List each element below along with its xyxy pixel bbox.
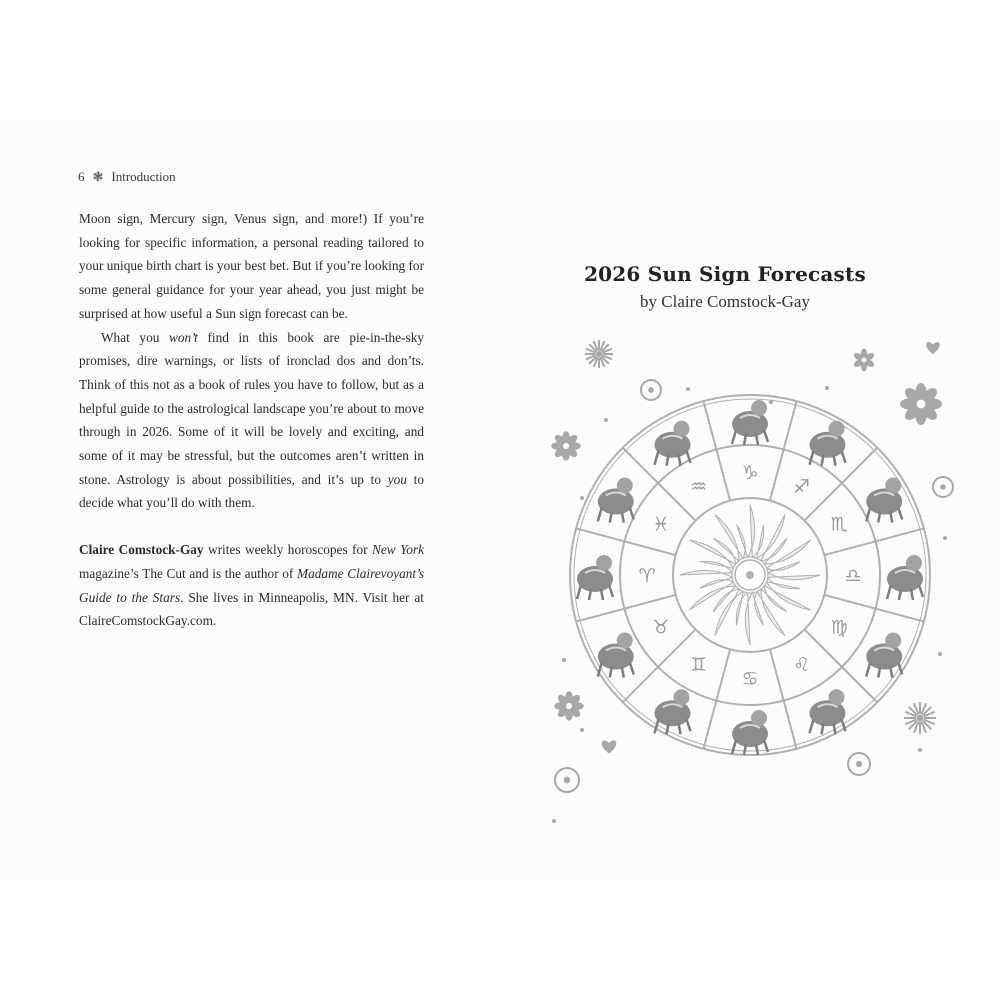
sun-ray xyxy=(745,593,752,645)
figure-head xyxy=(674,689,690,705)
zodiac-figure xyxy=(866,478,902,523)
zodiac-glyph: ♎ xyxy=(844,565,862,587)
circle-dot-icon xyxy=(933,477,953,497)
wheel-divider xyxy=(703,649,730,748)
figure-head xyxy=(674,421,690,437)
heart-icon xyxy=(602,740,617,753)
zodiac-figure xyxy=(655,689,691,734)
page-number: 6 xyxy=(78,169,85,184)
dot xyxy=(938,652,942,656)
wheel-divider xyxy=(623,448,696,521)
burst-center xyxy=(596,351,602,357)
zodiac-glyph: ♈ xyxy=(638,565,656,587)
figure-head xyxy=(596,555,612,571)
figure-head xyxy=(829,421,845,437)
dot xyxy=(580,496,584,500)
wheel-divider xyxy=(703,401,730,500)
zodiac-wheel-illustration xyxy=(540,305,960,825)
flower-center xyxy=(862,358,867,363)
starburst-icon xyxy=(904,702,936,734)
wheel-divider xyxy=(804,448,877,521)
zodiac-figure xyxy=(866,633,902,678)
zodiac-glyph: ♌ xyxy=(792,654,811,677)
flower-icon: ❃ xyxy=(92,169,104,184)
heart-icon xyxy=(926,342,939,354)
figure-head xyxy=(829,689,845,705)
flower-icon xyxy=(551,431,580,460)
sun-ray xyxy=(748,505,755,557)
zodiac-glyph: ♒ xyxy=(689,475,708,498)
zodiac-glyph: ♍ xyxy=(830,616,848,639)
zodiac-figure xyxy=(810,421,846,466)
sun-ray xyxy=(768,573,820,580)
dot xyxy=(604,418,608,422)
figure-head xyxy=(906,555,922,571)
author-bio: Claire Comstock-Gay writes weekly horoscopes for New York magazine’s The Cut and is the author of Madame Clairevoyant’s Guide to the Stars. She lives in Minneapolis, MN. Visit her at ClaireComstockGay.com. xyxy=(79,542,425,629)
figure-head xyxy=(885,478,901,494)
flower-center xyxy=(917,400,926,409)
paragraph-2: What you won’t find in this book are pie-in-the-sky promises, dire warnings, or lists of ironclad dos and don’ts. Think of this not as a book of rules you have to follow, but as a helpful guide to the astrological landscape you’re about to move through in 2026. Some of it will be lovely and exciting, and some of it may be stressful, but the outcomes aren’t written in stone. Astrology is about possibilities, and it’s up to you to decide what you’ll do with them. xyxy=(79,329,424,511)
ring-dot xyxy=(940,484,946,490)
section-title: Introduction xyxy=(111,169,176,184)
dot xyxy=(943,536,947,540)
zodiac-figure xyxy=(732,710,768,755)
ring-dot xyxy=(648,387,654,393)
burst-center xyxy=(916,714,923,721)
zodiac-glyph: ♉ xyxy=(652,616,670,639)
paragraph-1: Moon sign, Mercury sign, Venus sign, and more!) If you’re looking for specific information, a personal reading tailored to your unique birth chart is your best bet. But if you’re looking for some general guidance for your year ahead, you just might be surprised at how useful a Sun sign forecast can be. xyxy=(79,211,424,321)
left-page-text xyxy=(79,207,424,633)
zodiac-figure xyxy=(655,421,691,466)
zodiac-figure xyxy=(887,555,923,600)
zodiac-figure xyxy=(577,555,613,600)
zodiac-glyph: ♏ xyxy=(830,513,848,536)
figure-head xyxy=(617,633,633,649)
author-name: Claire Comstock-Gay xyxy=(79,542,204,558)
zodiac-glyph: ♊ xyxy=(689,654,708,677)
book-spread xyxy=(0,120,1000,880)
ring-dot xyxy=(564,777,571,784)
flower-center xyxy=(563,443,569,449)
zodiac-glyph: ♐ xyxy=(792,475,811,498)
circle-dot-icon xyxy=(555,768,579,792)
sun-center xyxy=(746,571,754,579)
ring-dot xyxy=(856,761,862,767)
zodiac-figure xyxy=(810,689,846,734)
flower-icon xyxy=(900,383,942,425)
dot xyxy=(580,728,584,732)
dot xyxy=(562,658,566,662)
starburst-icon xyxy=(585,340,613,368)
dot xyxy=(825,386,829,390)
zodiac-figure xyxy=(598,633,634,678)
circle-dot-icon xyxy=(641,380,661,400)
sun-ray xyxy=(680,570,732,577)
circle-dot-icon xyxy=(848,753,870,775)
flower-icon xyxy=(852,348,875,371)
figure-head xyxy=(751,400,767,416)
zodiac-glyph: ♋ xyxy=(741,668,759,690)
dot xyxy=(918,748,922,752)
flower-icon xyxy=(554,691,583,720)
dot xyxy=(686,387,690,391)
sun-icon xyxy=(680,505,820,645)
zodiac-wheel xyxy=(570,395,930,755)
byline: by Claire Comstock-Gay xyxy=(640,292,810,311)
zodiac-glyph: ♓ xyxy=(652,513,670,536)
page-title: 2026 Sun Sign Forecasts xyxy=(584,262,866,286)
dot xyxy=(552,819,556,823)
running-head xyxy=(78,169,176,185)
zodiac-figure xyxy=(598,478,634,523)
figure-head xyxy=(617,478,633,494)
flower-center xyxy=(566,703,572,709)
figure-head xyxy=(885,633,901,649)
figure-head xyxy=(751,710,767,726)
zodiac-glyph: ♑ xyxy=(741,462,759,484)
zodiac-figure xyxy=(732,400,768,445)
